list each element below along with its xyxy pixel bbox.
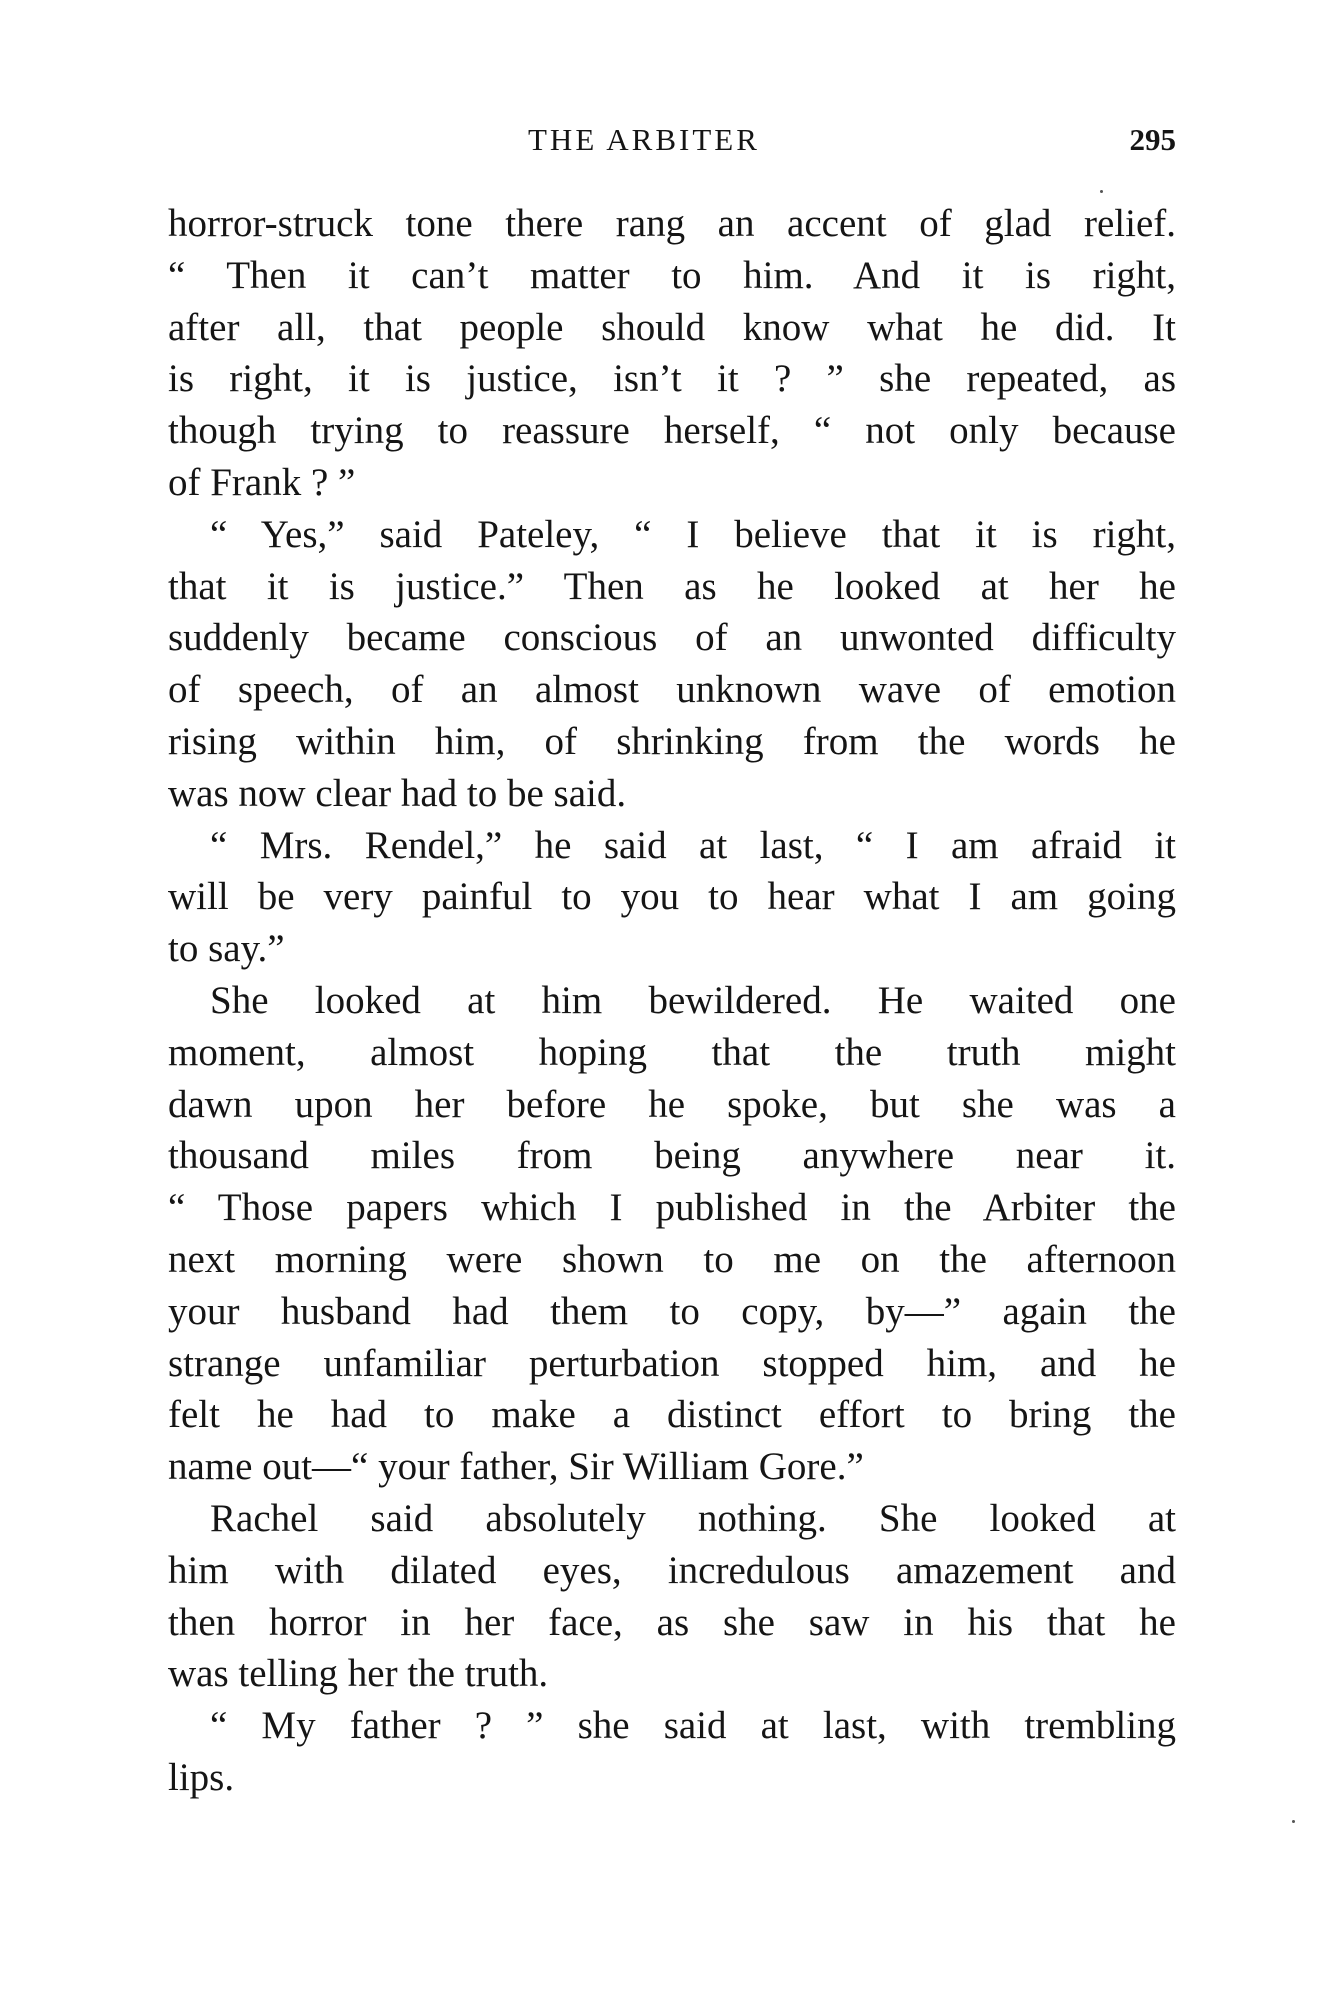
text-line: to say.” (168, 927, 285, 971)
text-line: him with dilated eyes, incredulous amazement and (168, 1548, 1176, 1592)
text-line: after all, that people should know what he did. It (168, 305, 1176, 349)
running-head (168, 115, 1176, 165)
text-line: of Frank ? ” (168, 460, 356, 504)
paper-speck (1100, 190, 1103, 193)
text-line: will be very painful to you to hear what I am going (168, 875, 1176, 919)
text-line: name out—“ your father, Sir William Gore.” (168, 1445, 864, 1489)
paper-speck (1292, 1820, 1295, 1823)
text-line: was telling her the truth. (168, 1652, 549, 1696)
text-line: dawn upon her before he spoke, but she was a (168, 1082, 1176, 1126)
text-line: that it is justice.” Then as he looked at her he (168, 564, 1176, 608)
running-title: THE ARBITER (528, 122, 760, 157)
text-line: though trying to reassure herself, “ not only because (168, 409, 1176, 453)
text-line: “ Mrs. Rendel,” he said at last, “ I am afraid it (210, 823, 1176, 867)
text-line: horror-struck tone there rang an accent of glad relief. (168, 202, 1176, 245)
text-line: “ Those papers which I published in the Arbiter the (168, 1186, 1176, 1230)
text-line: felt he had to make a distinct effort to bring the (168, 1393, 1176, 1437)
text-line: is right, it is justice, isn’t it ? ” she repeated, as (168, 357, 1176, 401)
text-line: then horror in her face, as she saw in his that he (168, 1600, 1176, 1644)
page-number: 295 (1129, 122, 1176, 157)
text-line: lips. (168, 1755, 235, 1799)
text-line: strange unfamiliar perturbation stopped him, and he (168, 1341, 1176, 1385)
text-line: was now clear had to be said. (168, 771, 627, 815)
text-line: moment, almost hoping that the truth might (168, 1030, 1176, 1074)
text-line: Rachel said absolutely nothing. She looked at (210, 1496, 1176, 1540)
text-line: “ My father ? ” she said at last, with trembling (210, 1704, 1176, 1748)
text-line: “ Then it can’t matter to him. And it is right, (168, 253, 1176, 297)
body-text (168, 198, 1176, 1804)
text-line: thousand miles from being anywhere near it. (168, 1134, 1176, 1178)
text-line: your husband had them to copy, by—” again the (168, 1289, 1176, 1333)
text-line: suddenly became conscious of an unwonted difficulty (168, 616, 1176, 660)
text-line: next morning were shown to me on the afternoon (168, 1237, 1176, 1281)
text-line: “ Yes,” said Pateley, “ I believe that it is right, (210, 512, 1176, 556)
text-line: rising within him, of shrinking from the words he (168, 719, 1176, 763)
text-line: of speech, of an almost unknown wave of emotion (168, 668, 1176, 712)
text-line: She looked at him bewildered. He waited one (210, 978, 1176, 1022)
